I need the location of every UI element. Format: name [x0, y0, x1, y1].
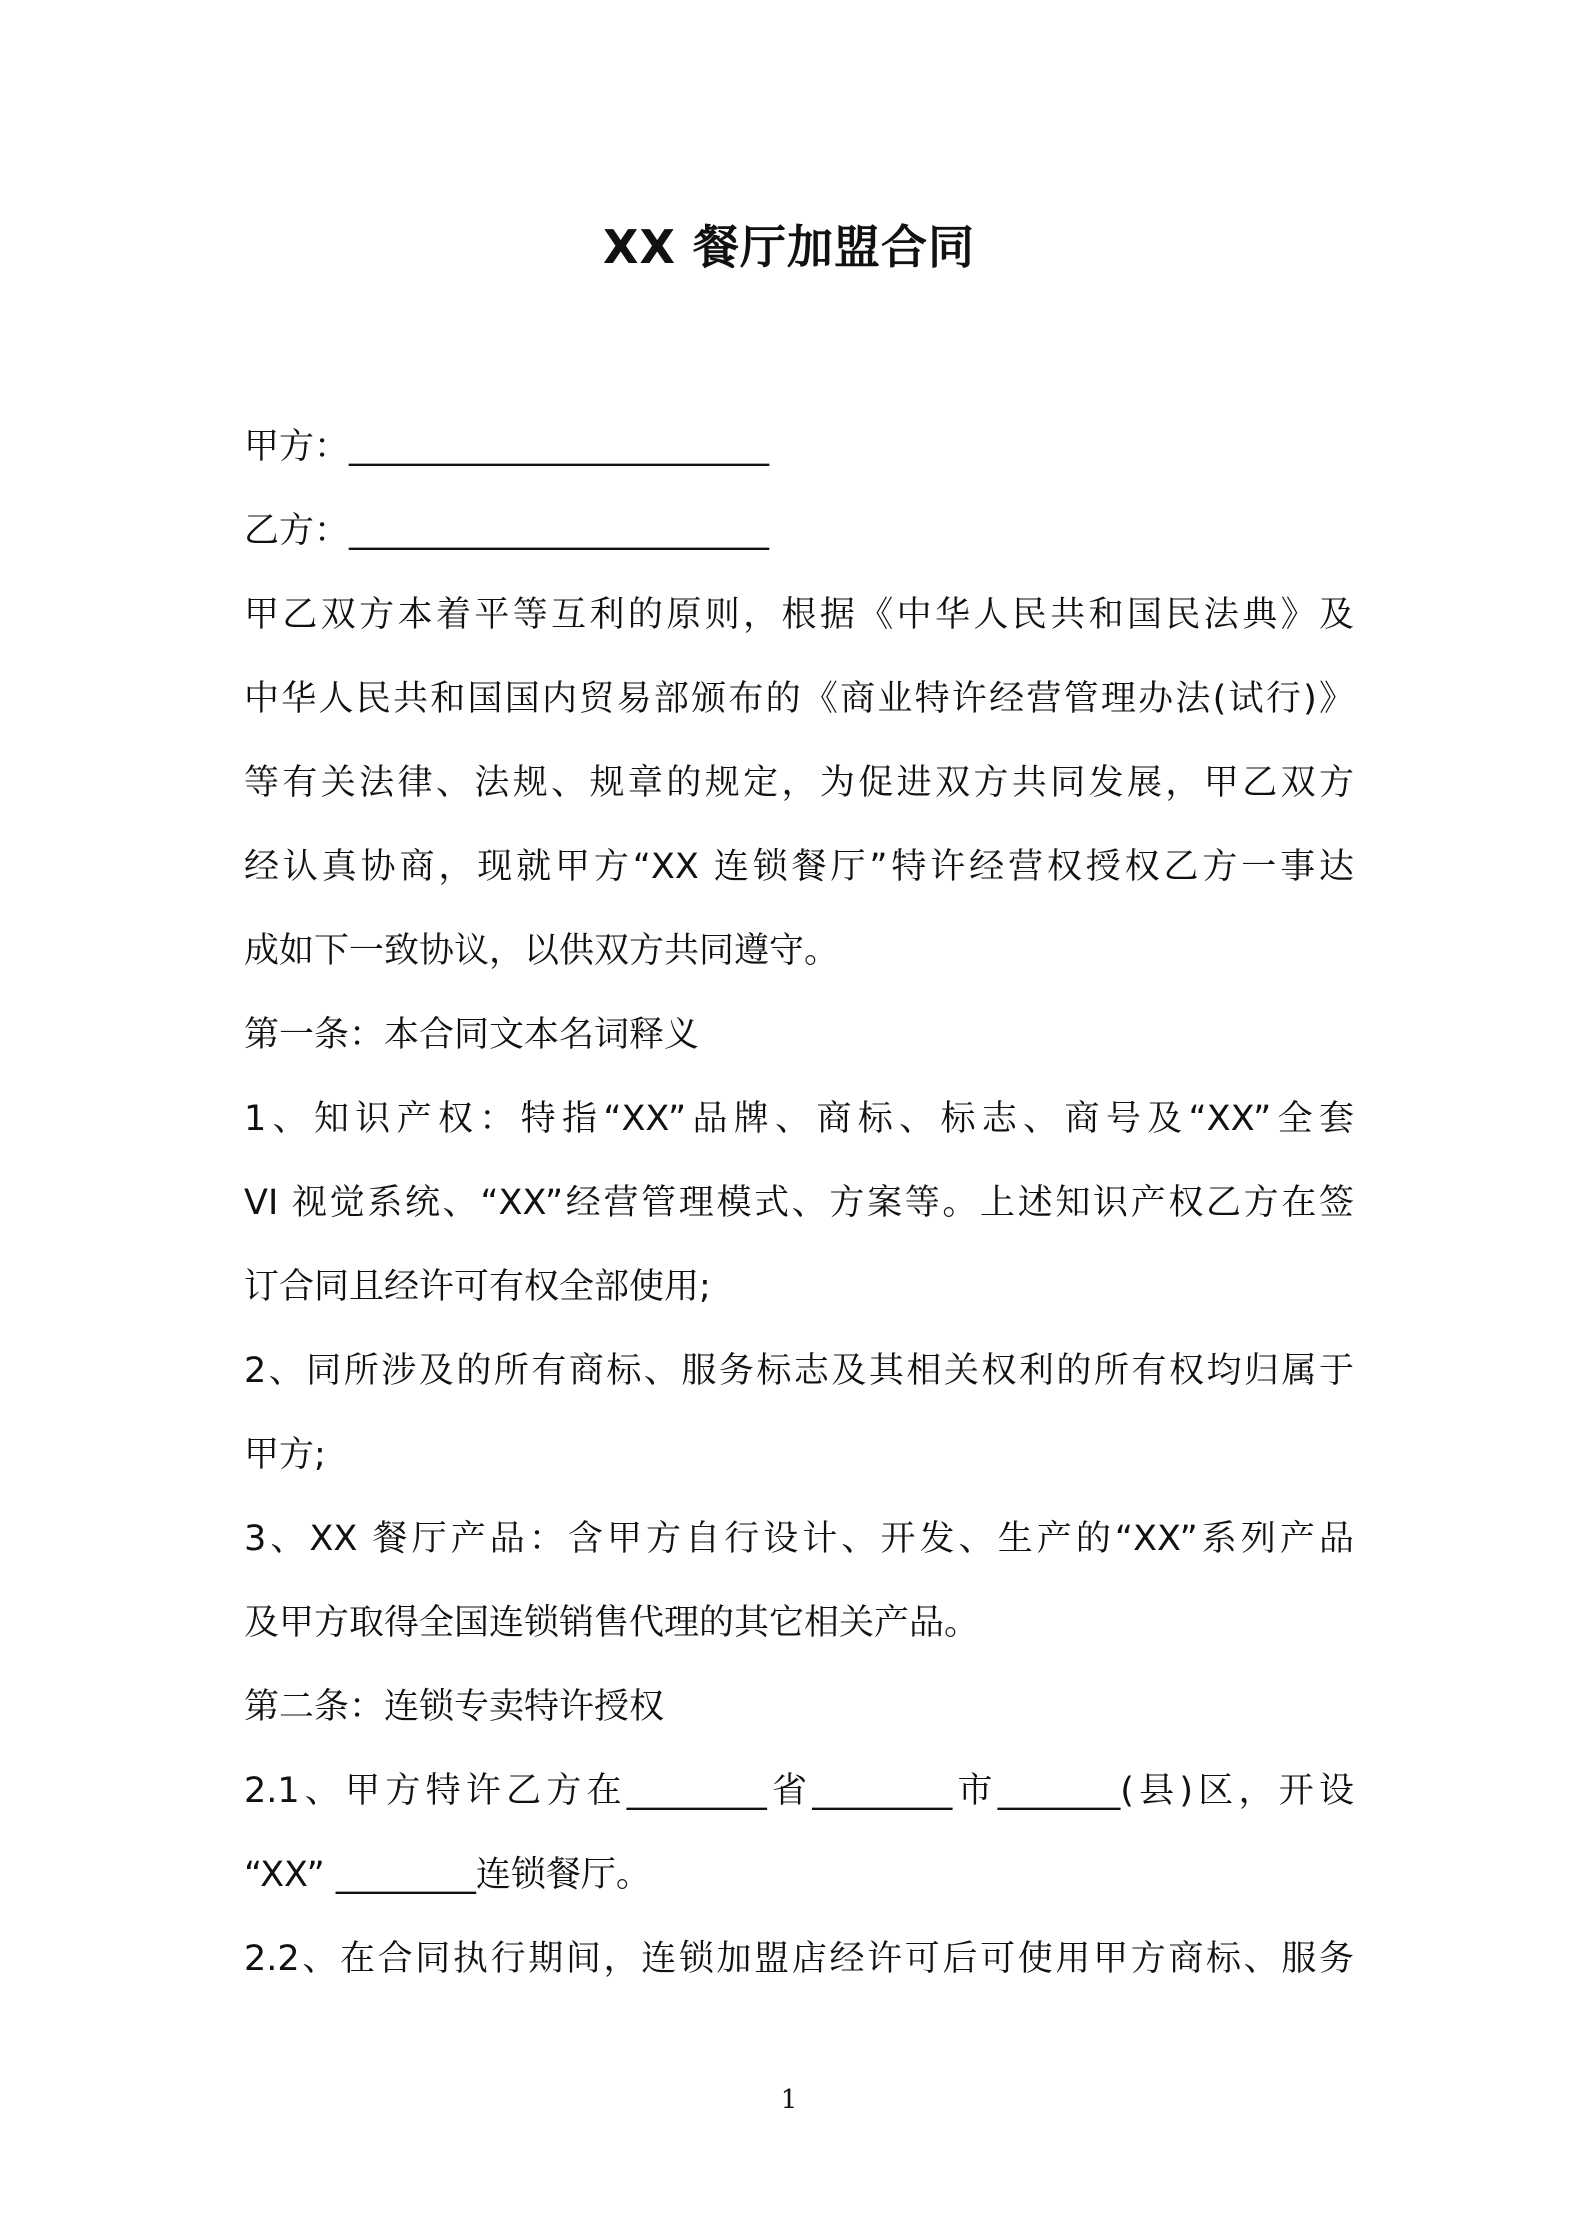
- article-heading: 第一条：本合同文本名词释义: [244, 1015, 700, 1055]
- clause-line: 2.2、在合同执行期间，连锁加盟店经许可后可使用甲方商标、服务: [244, 1939, 1354, 1979]
- page-number: 1: [780, 2085, 798, 2115]
- paragraph-line: 中华人民共和国国内贸易部颁布的《商业特许经营管理办法(试行)》: [244, 679, 1354, 719]
- party-b-line: 乙方：________________________: [244, 511, 770, 551]
- clause-line: 1、知识产权：特指“XX”品牌、商标、标志、商号及“XX”全套: [244, 1099, 1354, 1139]
- clause-line: 及甲方取得全国连锁销售代理的其它相关产品。: [244, 1603, 980, 1643]
- document-body: [244, 405, 1354, 2001]
- paragraph-line: 等有关法律、法规、规章的规定，为促进双方共同发展，甲乙双方: [244, 763, 1354, 803]
- clause-line: 2、同所涉及的所有商标、服务标志及其相关权利的所有权均归属于: [244, 1351, 1354, 1391]
- paragraph-line: 甲乙双方本着平等互利的原则，根据《中华人民共和国民法典》及: [244, 595, 1354, 635]
- article-heading: 第二条：连锁专卖特许授权: [244, 1687, 665, 1727]
- paragraph-line: 成如下一致协议，以供双方共同遵守。: [244, 931, 840, 971]
- clause-line: 2.1、甲方特许乙方在________省________市_______(县)区，开设: [244, 1771, 1354, 1811]
- paragraph-line: 经认真协商，现就甲方“XX 连锁餐厅”特许经营权授权乙方一事达: [244, 847, 1354, 887]
- party-a-line: 甲方：________________________: [244, 427, 770, 467]
- clause-line: 甲方;: [244, 1435, 326, 1475]
- document-title: XX 餐厅加盟合同: [603, 220, 975, 274]
- clause-line: 订合同且经许可有权全部使用;: [244, 1267, 711, 1307]
- clause-line: “XX” ________连锁餐厅。: [244, 1855, 651, 1895]
- clause-line: 3、XX 餐厅产品：含甲方自行设计、开发、生产的“XX”系列产品: [244, 1519, 1354, 1559]
- clause-line: VI 视觉系统、“XX”经营管理模式、方案等。上述知识产权乙方在签: [244, 1183, 1354, 1223]
